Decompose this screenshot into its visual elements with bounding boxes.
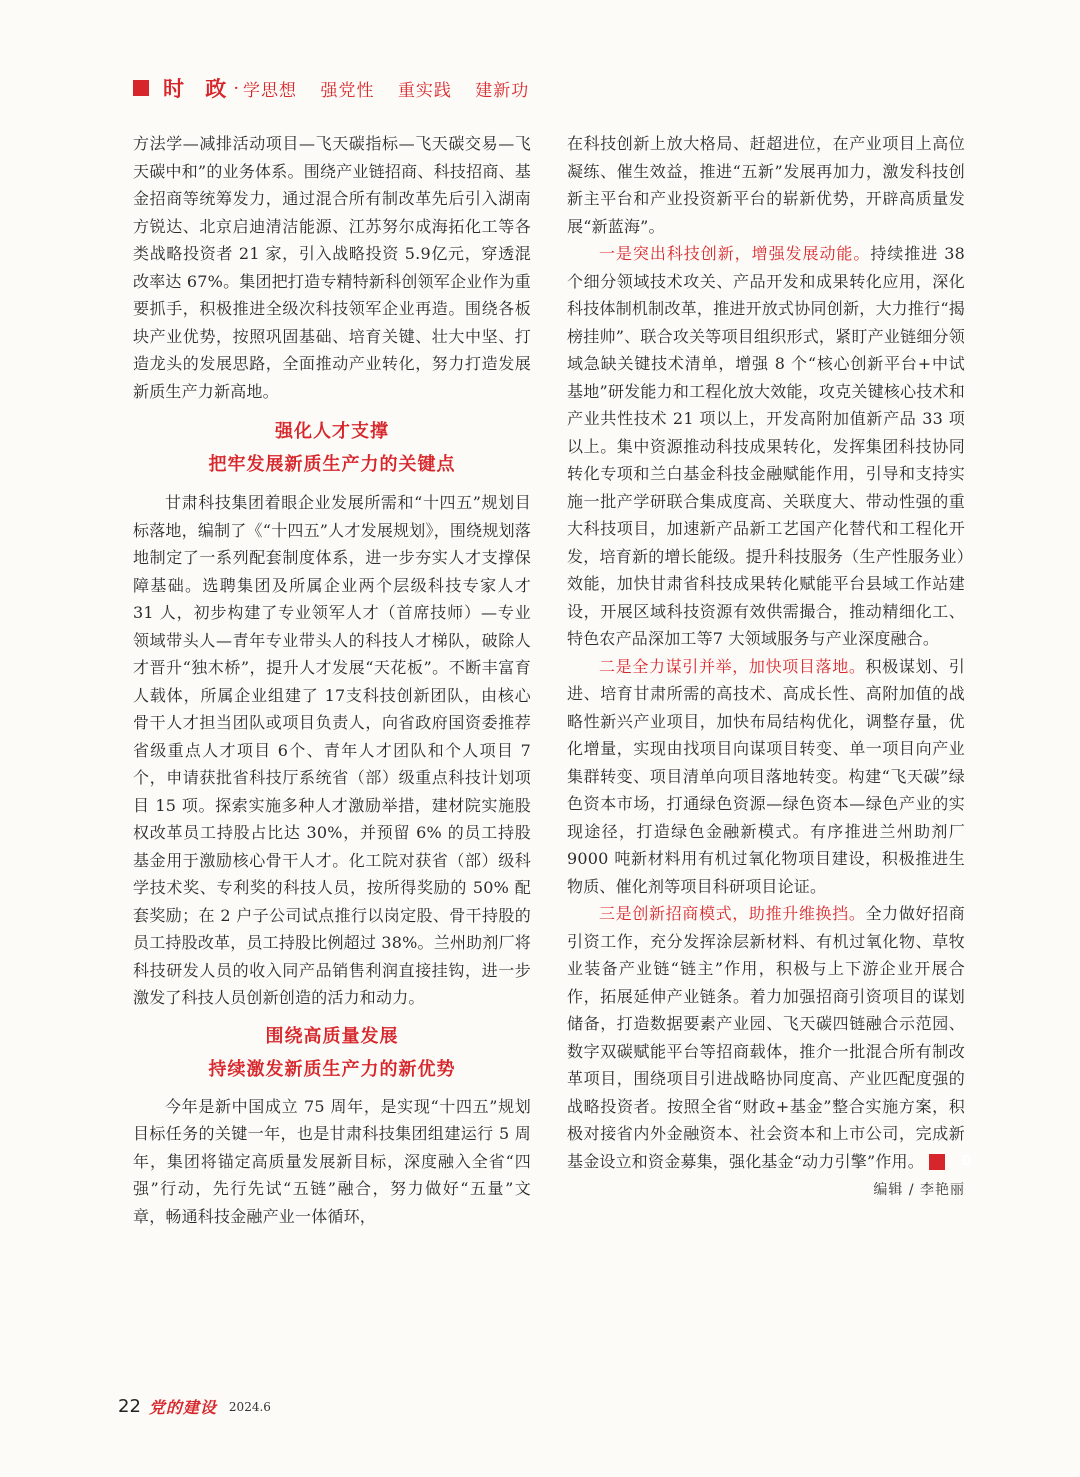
issue-number: 2024.6: [228, 1399, 271, 1414]
lead-phrase-3: 三是创新招商模式，助推升维换挡。: [599, 904, 866, 923]
subheading-quality-line1: 围绕高质量发展: [265, 1025, 399, 1047]
slogan-4: 建新功: [475, 80, 530, 101]
right-paragraph-3-body: 积极谋划、引进、培育甘肃所需的高技术、高成长性、高附加值的战略性新兴产业项目，加快布局结构优化，调整存量，优化增量，实现由找项目向谋项目转变、单一项目向产业集群转变、项目清单向项目落地转变。构建“飞天碳”绿色资本市场，打通绿色资源—绿色资本—绿色产业的实现途径，打造绿色金融新模式。有序推进兰州助剂厂 9000 吨新材料用有机过氧化物项目建设，积极推进生物质、催化剂等项目科研项目论证。: [567, 656, 966, 896]
left-paragraph-2: 甘肃科技集团着眼企业发展所需和“十四五”规划目标落地，编制了《“十四五”人才发展规划》，围绕规划落地制定了一系列配套制度体系，进一步夯实人才支撑保障基础。选聘集团及所属企业两个层级科技专家人才 31 人，初步构建了专业领军人才（首席技师）—专业领域带头人—青年专业带头人的科技人才梯队，破除人才晋升“独木桥”，提升人才发展“天花板”。不断丰富育人载体，所属企业组建了 17支科技创新团队，由核心骨干人才担当团队或项目负责人，向省政府国资委推荐省级重点人才项目 6个、青年人才团队和个人项目 7 个，申请获批省科技厅系统省（部）级重点科技计划项目 15 项。探索实施多种人才激励举措，建材院实施股权改革员工持股占比达 30%，并预留 6% 的员工持股基金用于激励核心骨干人才。化工院对获省（部）级科学技术奖、专利奖的科技人员，按所得奖励的 50% 配套奖励；在 2 户子公司试点推行以岗定股、骨干持股的员工持股改革，员工持股比例超过 38%。兰州助剂厂将科技研发人员的收入同产品销售利润直接挂钩，进一步激发了科技人员创新创造的活力和动力。: [133, 493, 531, 1007]
editor-credit: 编辑 / 李艳丽: [873, 1182, 965, 1198]
right-paragraph-4: [567, 900, 973, 1175]
subheading-talent-line1: 强化人才支撑: [275, 421, 389, 442]
section-slogans: [243, 76, 546, 101]
section-title: 时 政: [163, 77, 234, 101]
slogan-2: 强党性: [320, 80, 375, 101]
right-paragraph-2-body: 持续推进 38个细分领域技术攻关、产品开发和成果转化应用，深化科技体制机制改革，推进开放式协同创新，大力推行“揭榜挂帅”、联合攻关等项目组织形式，紧盯产业链细分领域急缺关键技术清单，增强 8 个“核心创新平台+中试基地”研发能力和工程化放大效能，攻克关键核心技术和产业共性技术 21 项以上，开发高附加值新产品 33 项以上。集中资源推动科技成果转化，发挥集团科技协同转化专项和兰白基金科技金融赋能作用，引导和支持实施一批产学研联合集成度高、关联度大、带动性强的重大科技项目，加速新产品新工艺国产化替代和工程化开发，培育新的增长能级。提升科技服务（生产性服务业）效能，加快甘肃省科技成果转化赋能平台县域工作站建设，开展区域科技资源有效供需撮合，推动精细化工、特色农产品深加工等7 大领域服务与产业深度融合。: [567, 244, 965, 648]
lead-phrase-1: 一是突出科技创新，增强发展动能。: [599, 244, 871, 263]
right-paragraph-3: [567, 653, 965, 901]
magazine-logo: 党的建设: [148, 1398, 217, 1417]
slogan-3: 重实践: [397, 80, 452, 101]
end-mark-icon: D: [929, 1154, 945, 1170]
subheading-talent: [133, 415, 531, 481]
right-column: [567, 130, 973, 1199]
lead-phrase-2: 二是全力谋引并举，加快项目落地。: [599, 656, 866, 676]
page-footer: [118, 1395, 271, 1418]
subheading-quality-line2: 持续激发新质生产力的新优势: [208, 1058, 456, 1080]
left-paragraph-1: 方法学—减排活动项目—飞天碳指标—飞天碳交易—飞天碳中和”的业务体系。围绕产业链招商、科技招商、基金招商等统筹发力，通过混合所有制改革先后引入湖南方锐达、北京启迪清洁能源、江苏努尔成海拓化工等各类战略投资者 21 家，引入战略投资 5.9亿元，穿透混改率达 67%。集团把打造专精特新科创领军企业作为重要抓手，积极推进全级次科技领军企业再造。围绕各板块产业优势，按照巩固基础、培育关键、壮大中坚、打造龙头的发展思路，全面推动产业转化，努力打造发展新质生产力新高地。: [133, 134, 531, 401]
left-paragraph-3: 今年是新中国成立 75 周年，是实现“十四五”规划目标任务的关键一年，也是甘肃科技集团组建运行 5 周年，集团将锚定高质量发展新目标，深度融入全省“四强”行动，先行先试“五链”融合，努力做好“五量”文章，畅通科技金融产业一体循环，: [133, 1096, 531, 1226]
right-paragraph-1: 在科技创新上放大格局、赶超进位，在产业项目上高位凝练、催生效益，推进“五新”发展再加力，激发科技创新主平台和产业投资新平台的崭新优势，开辟高质量发展“新蓝海”。: [567, 134, 965, 236]
section-header: [133, 74, 546, 102]
subheading-quality: [133, 1020, 531, 1086]
page-number: 22: [118, 1396, 141, 1417]
subheading-talent-line2: 把牢发展新质生产力的关键点: [208, 454, 456, 475]
right-paragraph-2: [567, 240, 965, 653]
right-paragraph-4-body: 全力做好招商引资工作，充分发挥涂层新材料、有机过氧化物、草牧业装备产业链“链主”作用，积极与上下游企业开展合作，拓展延伸产业链条。着力加强招商引资项目的谋划储备，打造数据要素产业园、飞天碳四链融合示范园、数字双碳赋能平台等招商载体，推介一批混合所有制改革项目，围绕项目引进战略协同度高、产业匹配度强的战略投资者。按照全省“财政+基金”整合实施方案，积极对接省内外金融资本、社会资本和上市公司，完成新基金设立和资金募集，强化基金“动力引擎”作用。: [567, 904, 966, 1171]
slogan-1: 学思想: [243, 80, 298, 101]
section-dot: ·: [233, 77, 240, 99]
section-marker-square: [133, 80, 149, 96]
left-column: [133, 130, 531, 1230]
